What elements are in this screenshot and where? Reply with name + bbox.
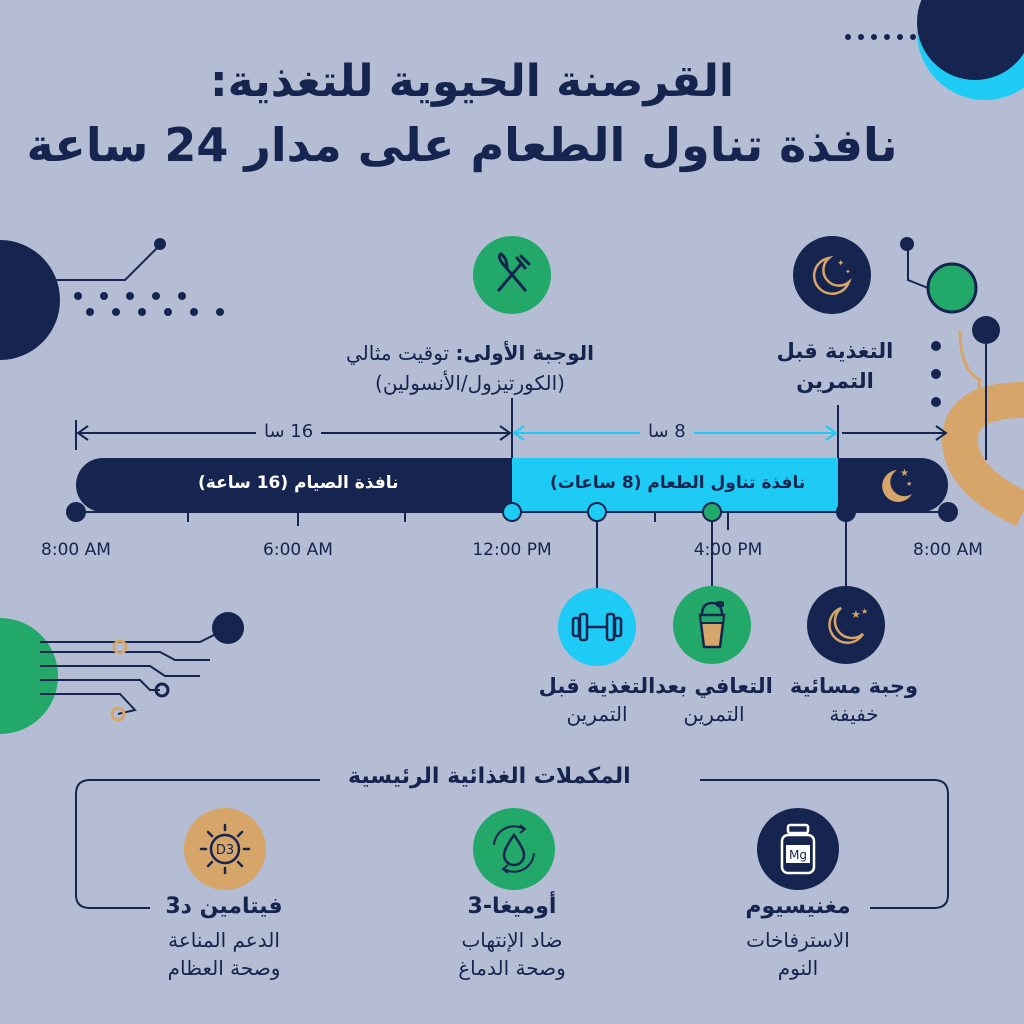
event-title: التعافي بعد <box>655 674 773 698</box>
supplement-name: فيتامين د3 <box>165 894 283 919</box>
eating-duration: 8 سا <box>640 421 694 442</box>
supplement-desc-line2: وصحة العظام <box>167 956 281 980</box>
magnesium-jar-icon <box>757 808 839 890</box>
svg-text:✦: ✦ <box>837 259 845 269</box>
svg-text:★: ★ <box>900 468 909 479</box>
pre-workout-top-label <box>760 336 910 396</box>
time-label: 8:00 AM <box>913 540 983 560</box>
svg-text:✦: ✦ <box>845 268 851 276</box>
event-subtitle: خفيفة <box>829 702 879 726</box>
supplement-desc-line1: الدعم المناعة <box>168 928 280 952</box>
time-label: 6:00 AM <box>263 540 333 560</box>
moon-stars-icon <box>793 236 871 314</box>
first-meal-label <box>330 338 610 398</box>
time-label: 12:00 PM <box>472 540 552 560</box>
supplement-desc <box>688 926 908 982</box>
fasting-window-label: نافذة الصيام (16 ساعة) <box>198 473 399 493</box>
eating-window-label: نافذة تناول الطعام (8 ساعات) <box>550 473 806 493</box>
svg-text:★: ★ <box>851 608 861 621</box>
svg-text:★: ★ <box>861 607 869 616</box>
time-label: 4:00 PM <box>693 540 763 560</box>
omega-drop-icon <box>473 808 555 890</box>
shaker-icon <box>673 586 751 664</box>
pre-workout-top-line2: التمرين <box>796 369 874 393</box>
supplement-name: مغنيسيوم <box>745 894 851 919</box>
supplement-desc <box>402 926 622 982</box>
fork-knife-icon <box>473 236 551 314</box>
supplement-desc <box>114 926 334 982</box>
svg-text:★: ★ <box>906 480 913 488</box>
supplement-desc-line2: وصحة الدماغ <box>458 956 566 980</box>
pre-workout-top-line1: التغذية قبل <box>776 339 894 363</box>
supplements-title: المكملات الغذائية الرئيسية <box>336 764 643 789</box>
magnesium-icon-text: Mg <box>789 848 807 862</box>
dumbbell-icon <box>558 588 636 666</box>
supplement-desc-line1: ضاد الإنتهاب <box>461 928 563 952</box>
event-post-workout <box>634 674 794 726</box>
event-subtitle: التمرين <box>566 702 628 726</box>
time-label: 8:00 AM <box>41 540 111 560</box>
event-title: التغذية قبل <box>538 674 656 698</box>
page-title-line1: القرصنة الحيوية للتغذية: <box>209 56 734 107</box>
sun-d3-icon <box>184 808 266 890</box>
event-subtitle: التمرين <box>683 702 745 726</box>
moon-stars-icon <box>807 586 885 664</box>
supplement-desc-line2: النوم <box>777 956 819 980</box>
fasting-duration: 16 سا <box>256 421 321 442</box>
d3-icon-text: D3 <box>215 843 235 858</box>
event-evening-snack <box>774 674 934 726</box>
event-title: وجبة مسائية <box>789 674 919 698</box>
page-title-line2: نافذة تناول الطعام على مدار 24 ساعة <box>26 118 898 172</box>
first-meal-line2: (الكورتيزول/الأنسولين) <box>375 371 565 395</box>
supplement-desc-line1: الاسترفاخات <box>746 928 850 952</box>
supplement-name: أوميغا-3 <box>467 894 557 919</box>
first-meal-bold: الوجبة الأولى: <box>455 341 594 365</box>
first-meal-rest: توقيت مثالي <box>346 341 450 365</box>
